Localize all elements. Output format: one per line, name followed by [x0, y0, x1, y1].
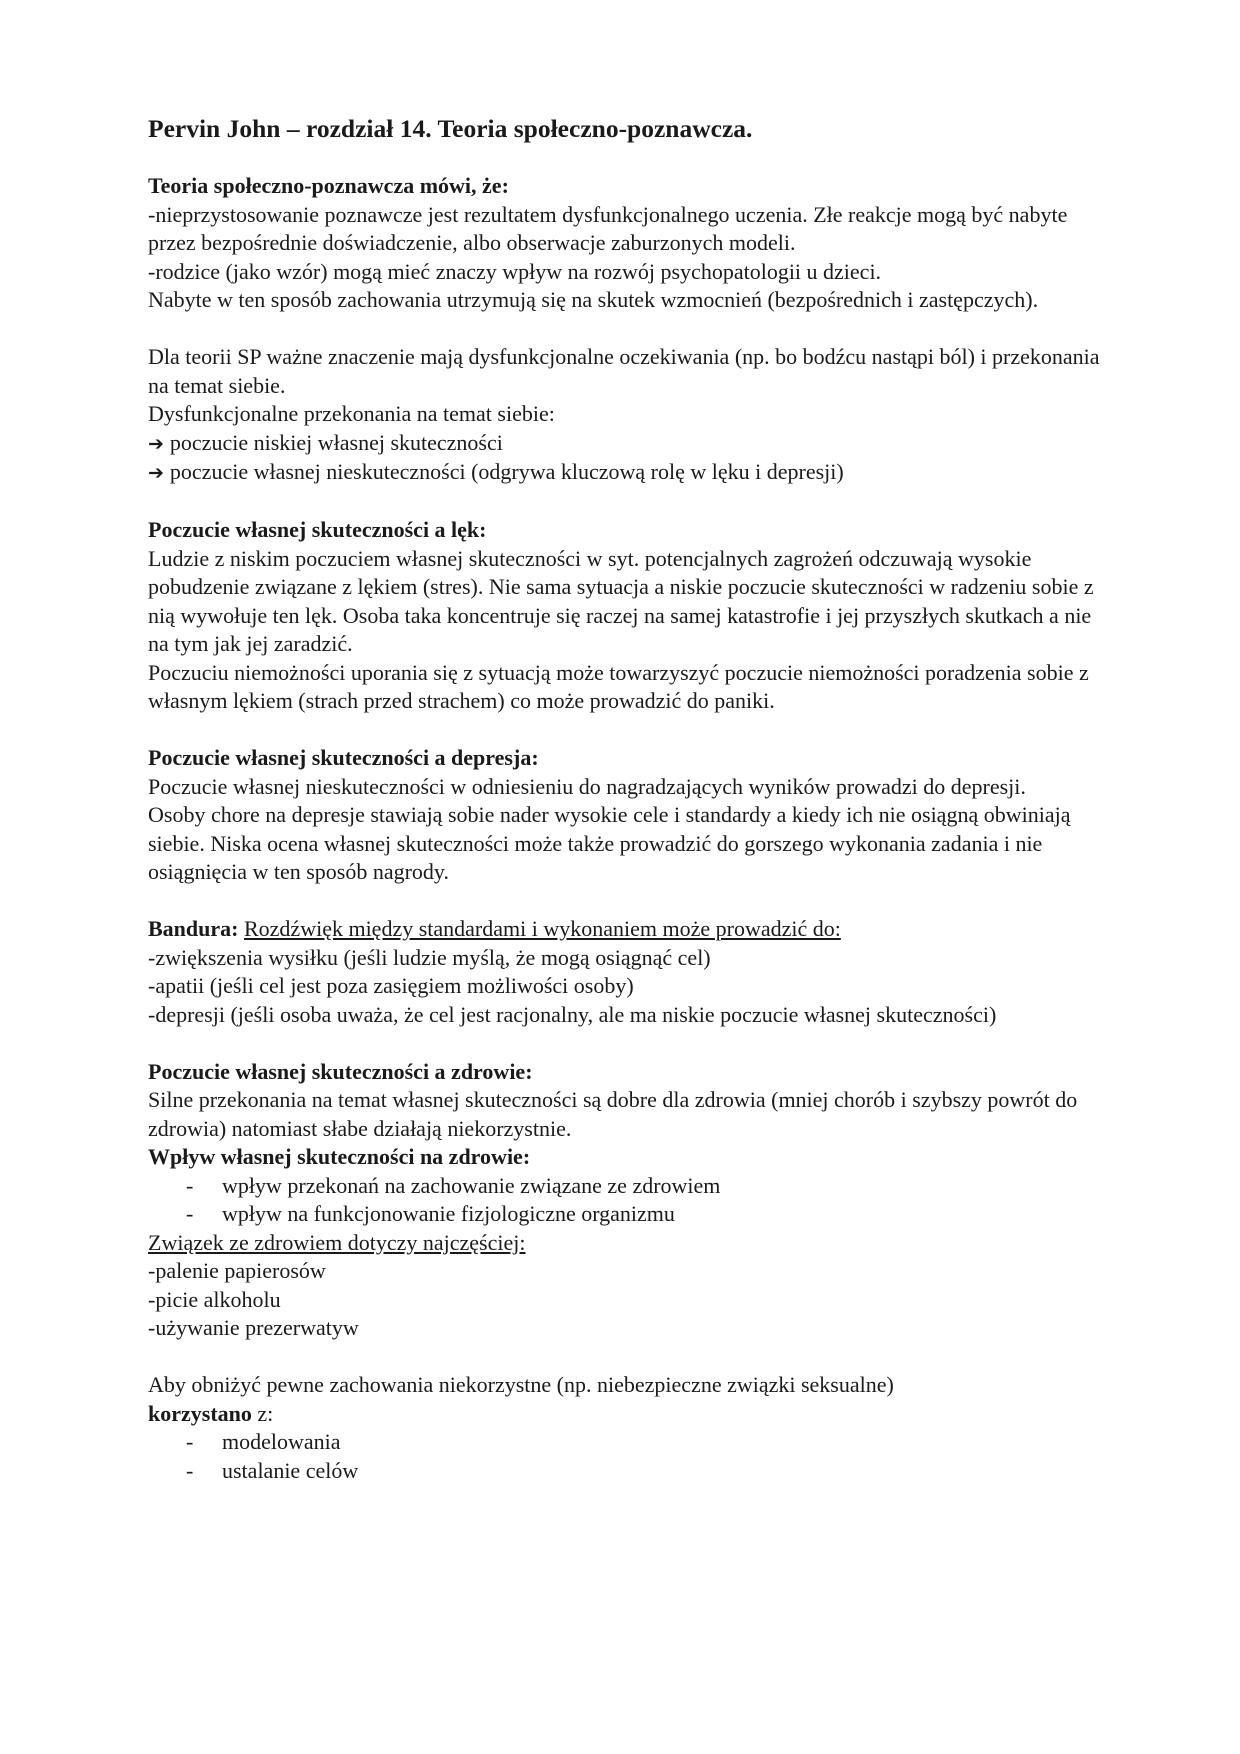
paragraph: Dysfunkcjonalne przekonania na temat siebie:	[148, 401, 555, 426]
bold-word: korzystano	[148, 1400, 252, 1426]
text: z:	[251, 1400, 274, 1426]
paragraph: Poczucie własnej nieskuteczności w odniesieniu do nagradzających wyników prowadzi do depresji.	[148, 773, 1026, 799]
section-heading-anxiety: Poczucie własnej skuteczności a lęk:	[148, 517, 487, 542]
dash-bullet: -	[186, 1172, 194, 1198]
dash-bullet: -	[186, 1201, 194, 1226]
dash-bullet: -	[186, 1457, 194, 1483]
dash-list-item	[148, 1428, 1108, 1457]
bandura-line	[148, 915, 1108, 944]
right-arrow-icon: ➔	[148, 462, 164, 484]
dash-list-item	[148, 1457, 1108, 1486]
dash-list-text: modelowania	[222, 1429, 341, 1454]
paragraph: Ludzie z niskim poczuciem własnej skuteczności w syt. potencjalnych zagrożeń odczuwają wysokie pobudzenie związane z lękiem (stres). Nie sama sytuacja a niskie poczucie skuteczności w radzeniu sobie z nią wywołuje ten lęk. Osoba taka koncentruje się raczej na samej katastrofie i jej przyszłych skutkach a nie na tym jak jej zaradzić.	[148, 545, 1094, 656]
dash-list-text: ustalanie celów	[222, 1457, 359, 1483]
section-heading-depression: Poczucie własnej skuteczności a depresja:	[148, 745, 539, 770]
paragraph: Nabyte w ten sposób zachowania utrzymują się na skutek wzmocnień (bezpośrednich i zastępczych).	[148, 287, 1039, 312]
paragraph: -używanie prezerwatyw	[148, 1315, 359, 1340]
document-title: Pervin John – rozdział 14. Teoria społeczno-poznawcza.	[148, 114, 753, 143]
paragraph: -rodzice (jako wzór) mogą mieć znaczy wpływ na rozwój psychopatologii u dzieci.	[148, 258, 882, 284]
paragraph: -zwiększenia wysiłku (jeśli ludzie myślą, że mogą osiągnąć cel)	[148, 944, 711, 970]
underlined-line: Związek ze zdrowiem dotyczy najczęściej:	[148, 1229, 526, 1255]
dash-list-text: wpływ przekonań na zachowanie związane ze zdrowiem	[222, 1172, 721, 1198]
arrow-list-item	[148, 458, 1108, 488]
paragraph: -apatii (jeśli cel jest poza zasięgiem możliwości osoby)	[148, 973, 634, 998]
arrow-list-item	[148, 429, 1108, 459]
subheading-health-influence: Wpływ własnej skuteczności na zdrowie:	[148, 1144, 531, 1169]
paragraph: Aby obniżyć pewne zachowania niekorzystne (np. niebezpieczne związki seksualne)	[148, 1372, 894, 1397]
paragraph: -nieprzystosowanie poznawcze jest rezultatem dysfunkcjonalnego uczenia. Złe reakcje mogą być nabyte przez bezpośrednie doświadczenie, albo obserwacje zaburzonych modeli.	[148, 201, 1068, 255]
bandura-label: Bandura:	[148, 916, 239, 941]
dash-list-item	[148, 1200, 1108, 1229]
paragraph: Dla teorii SP ważne znaczenie mają dysfunkcjonalne oczekiwania (np. bo bodźcu nastąpi ból) i przekonania na temat siebie.	[148, 344, 1100, 398]
dash-list-item	[148, 1172, 1108, 1201]
arrow-list-text: poczucie niskiej własnej skuteczności	[169, 429, 503, 455]
paragraph: Silne przekonania na temat własnej skuteczności są dobre dla zdrowia (mniej chorób i szybszy powrót do zdrowia) natomiast słabe działają niekorzystnie.	[148, 1087, 1078, 1141]
arrow-list-text: poczucie własnej nieskuteczności (odgrywa kluczową rolę w lęku i depresji)	[169, 459, 844, 484]
paragraph: Osoby chore na depresje stawiają sobie nader wysokie cele i standardy a kiedy ich nie osiągną obwiniają siebie. Niska ocena własnej skuteczności może także prowadzić do gorszego wykonania zadania i nie osiągnięcia w ten sposób nagrody.	[148, 802, 1071, 884]
right-arrow-icon: ➔	[148, 432, 164, 455]
document-body	[148, 112, 1108, 1485]
dash-list-text: wpływ na funkcjonowanie fizjologiczne organizmu	[222, 1201, 675, 1226]
section-heading-health: Poczucie własnej skuteczności a zdrowie:	[148, 1058, 533, 1084]
paragraph: -depresji (jeśli osoba uważa, że cel jest racjonalny, ale ma niskie poczucie własnej skuteczności)	[148, 1001, 997, 1027]
section-heading-theory: Teoria społeczno-poznawcza mówi, że:	[148, 173, 509, 198]
paragraph: Poczuciu niemożności uporania się z sytuacją może towarzyszyć poczucie niemożności poradzenia sobie z własnym lękiem (strach przed strachem) co może prowadzić do paniki.	[148, 659, 1089, 713]
paragraph	[148, 1400, 1108, 1429]
bandura-intro: Rozdźwięk między standardami i wykonaniem może prowadzić do:	[243, 916, 841, 941]
paragraph: -palenie papierosów	[148, 1258, 326, 1283]
paragraph: -picie alkoholu	[148, 1286, 281, 1312]
dash-bullet: -	[186, 1429, 194, 1454]
